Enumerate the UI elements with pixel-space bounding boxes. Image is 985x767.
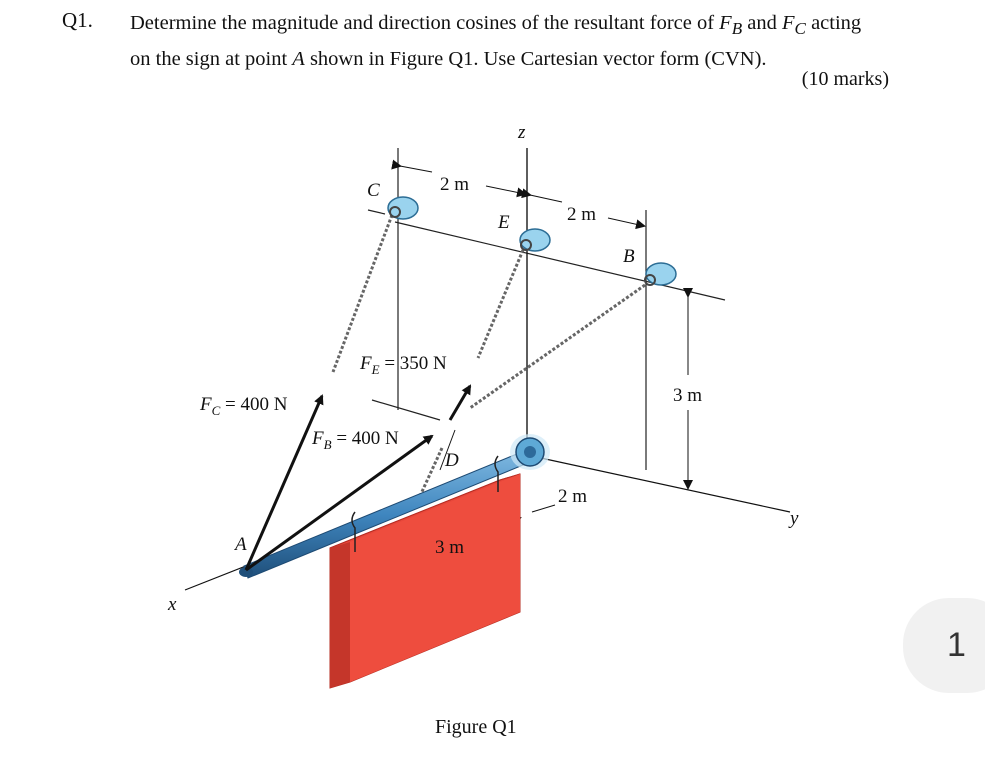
axis-z-label: z <box>518 122 526 143</box>
dim-2m-right: 2 m <box>567 204 597 225</box>
point-label: A <box>292 48 305 71</box>
fc-symbol: F <box>782 12 795 34</box>
fc-subscript: C <box>794 19 806 39</box>
dim-2m-top: 2 m <box>440 174 470 195</box>
question-line2-suffix: shown in Figure Q1. Use Cartesian vector form (CVN). <box>304 48 767 71</box>
wall-lines <box>368 148 725 470</box>
force-c-label: $F_C = 400$ N <box>200 394 288 418</box>
fb-symbol: F <box>719 12 732 34</box>
force-b-label: $F_B = 400$ N <box>312 428 399 452</box>
point-e-label: E <box>498 212 510 233</box>
fb-subscript: B <box>731 19 743 39</box>
point-d-label: D <box>445 450 459 471</box>
marks-label: (10 marks) <box>801 68 889 90</box>
and-word: and <box>742 12 782 34</box>
page-number-badge[interactable]: 1 <box>903 598 985 693</box>
point-c-label: C <box>367 180 380 201</box>
cable-c <box>333 215 392 372</box>
point-b-label: B <box>623 246 635 267</box>
dim-2m-bottom: 2 m <box>558 486 588 507</box>
arrow-fe <box>450 386 470 420</box>
question-number: Q1. <box>62 8 93 32</box>
dim-3m-vertical: 3 m <box>673 385 703 406</box>
question-line1-prefix: Determine the magnitude and direction cosines of the resultant force of <box>130 12 720 34</box>
figure-caption: Figure Q1 <box>435 716 517 738</box>
pole-flange <box>510 434 550 470</box>
point-a-label: A <box>235 534 247 555</box>
sign-board <box>330 474 520 688</box>
axis-x-label: x <box>168 594 177 615</box>
wall-anchors <box>388 197 676 285</box>
cable-e <box>478 250 523 358</box>
anchor-b <box>646 263 676 285</box>
cable-b <box>470 285 645 408</box>
dim-3m-sign: 3 m <box>435 537 465 558</box>
force-e-label: $F_E = 350$ N <box>360 353 447 377</box>
question-line1-suffix: acting <box>805 12 862 34</box>
axis-y-label: y <box>790 508 799 529</box>
question-line2-prefix: on the sign at point <box>130 48 293 71</box>
